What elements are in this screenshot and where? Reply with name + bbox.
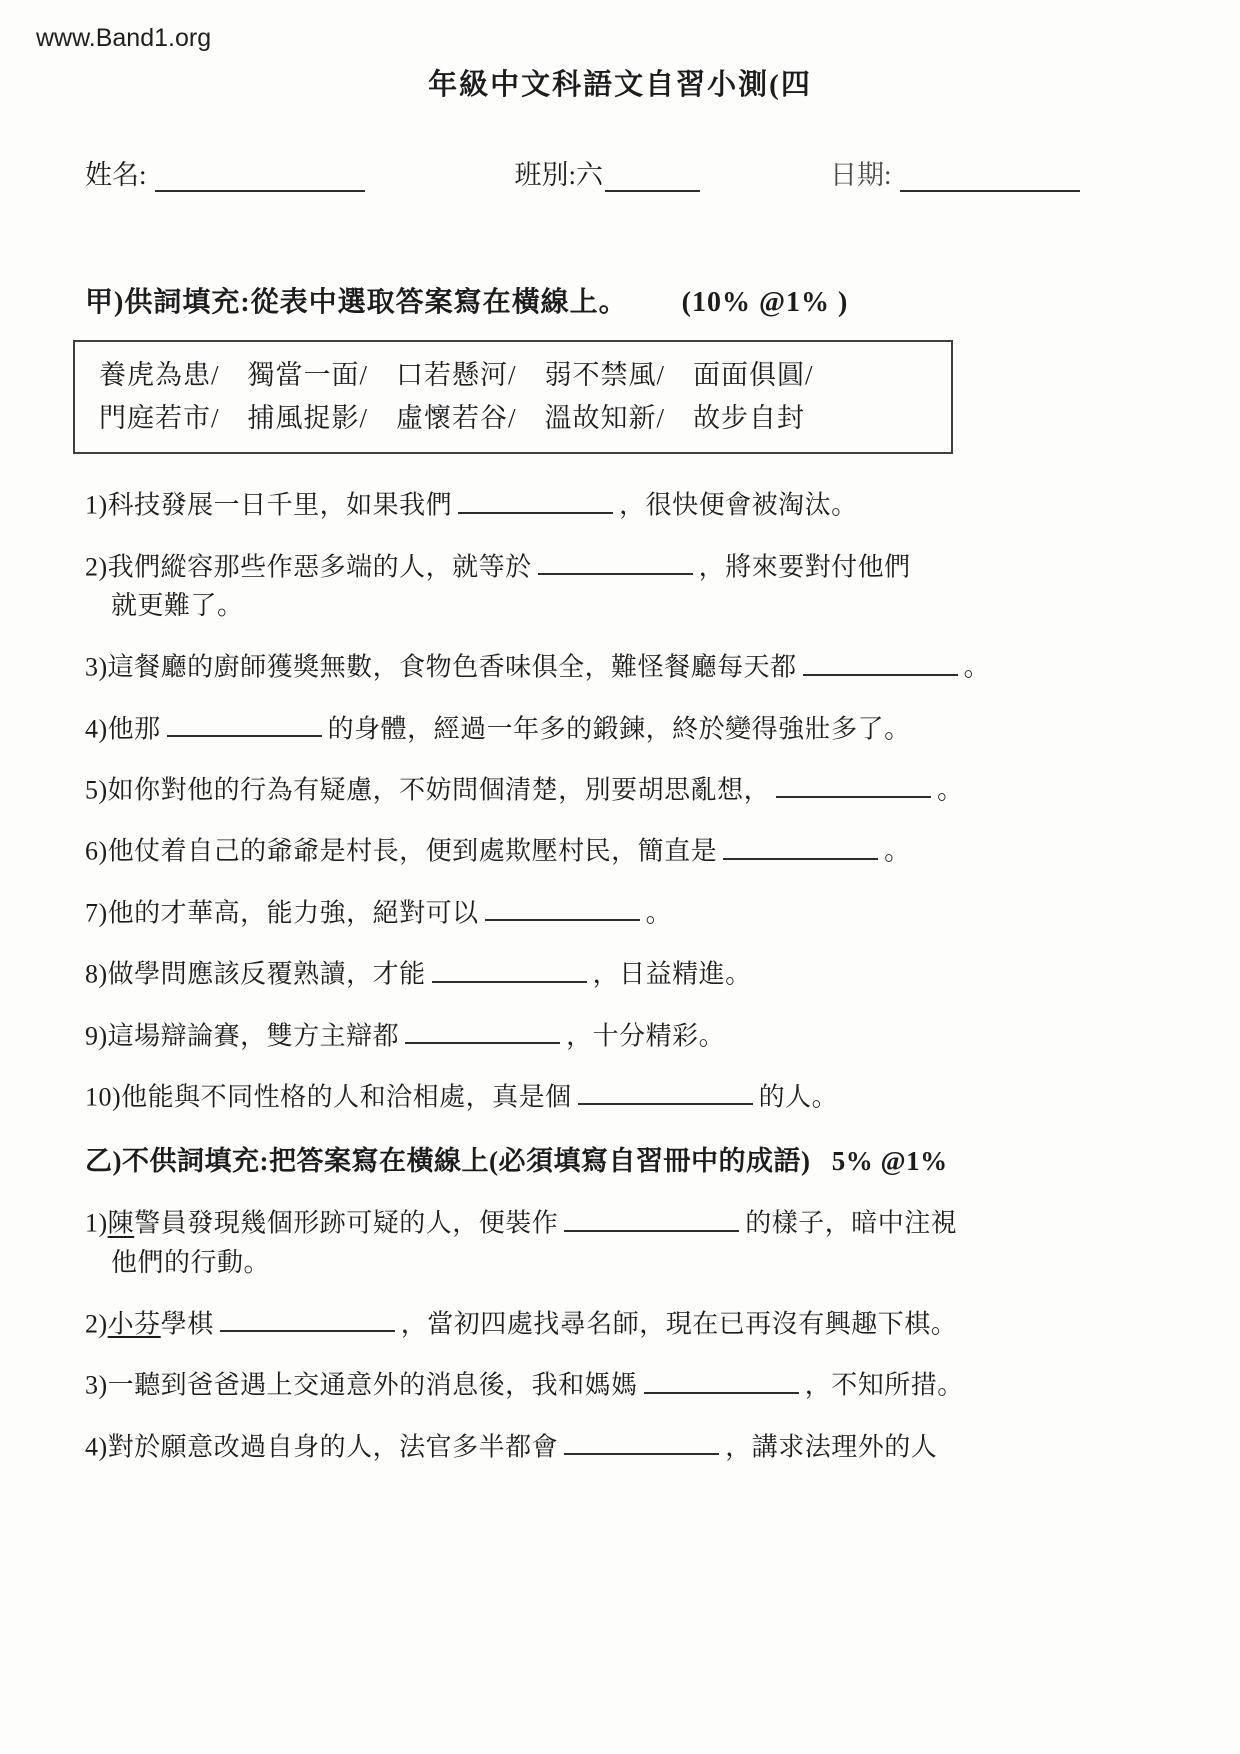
section-a-heading-text: 甲)供詞填充:從表中選取答案寫在橫線上。 (85, 287, 628, 318)
name-blank (155, 164, 365, 192)
question-text: ，十分精彩。 (566, 1020, 726, 1050)
question-number: 4) (85, 1431, 108, 1461)
word-bank-row: 門庭若市/ 捕風捉影/ 虛懷若谷/ 溫故知新/ 故步自封 (99, 403, 806, 434)
answer-blank (578, 1078, 753, 1105)
section-a-heading (85, 280, 1170, 320)
worksheet-body (85, 280, 1170, 1464)
question-text: 的身體，經過一年多的鍛鍊，終於變得強壯多了。 (327, 713, 911, 743)
question-b3 (85, 1366, 1170, 1402)
question-text: 2)我們縱容那些作惡多端的人，就等於 (85, 552, 532, 582)
question-a8 (85, 955, 1170, 991)
answer-blank (564, 1428, 719, 1455)
section-a-questions (85, 486, 1170, 1114)
question-text: 警員發現幾個形跡可疑的人，便裝作 (134, 1208, 559, 1238)
answer-blank (432, 955, 587, 982)
question-text: ，講求法理外的人 (725, 1431, 938, 1461)
underlined-name: 小芬 (107, 1309, 161, 1339)
question-a3 (85, 648, 1170, 684)
underlined-name: 陳 (107, 1208, 135, 1238)
answer-blank (803, 648, 958, 675)
question-text: 。 (645, 898, 673, 928)
name-field (85, 153, 365, 192)
date-field (830, 153, 1080, 192)
section-b-marks: 5% @1% (831, 1146, 948, 1177)
answer-blank (564, 1204, 739, 1231)
question-text: 學棋 (160, 1309, 214, 1339)
question-text: 1)科技發展一日千里，如果我們 (85, 490, 453, 520)
word-bank-box (73, 340, 953, 454)
question-text: 對於願意改過自身的人，法官多半都會 (107, 1431, 559, 1461)
answer-blank (167, 710, 322, 737)
class-label: 班別:六 (514, 160, 604, 190)
question-text: 的人。 (758, 1082, 839, 1112)
question-a4 (85, 710, 1170, 746)
section-b-heading-text: 乙)不供詞填充:把答案寫在橫線上(必須填寫自習冊中的成語) (85, 1146, 811, 1177)
answer-blank (538, 548, 693, 575)
class-field (515, 153, 701, 192)
answer-blank (458, 486, 613, 513)
question-a6 (85, 832, 1170, 868)
question-text: 8)做學問應該反覆熟讀，才能 (85, 959, 426, 989)
question-b4 (85, 1428, 1170, 1464)
name-label: 姓名: (85, 160, 147, 190)
answer-blank (644, 1366, 799, 1393)
question-text: 3)這餐廳的廚師獲獎無數，食物色香味俱全，難怪餐廳每天都 (85, 652, 797, 682)
question-text: 9)這場辯論賽，雙方主辯都 (85, 1020, 400, 1050)
question-text: ，日益精進。 (592, 959, 752, 989)
question-b1 (85, 1204, 1170, 1279)
answer-blank (723, 832, 878, 859)
question-text: 。 (937, 775, 964, 805)
class-blank (605, 164, 700, 192)
question-text: 10)他能與不同性格的人和洽相處，真是個 (85, 1082, 572, 1112)
question-a9 (85, 1017, 1170, 1053)
section-a-marks: (10% @1% ) (681, 287, 849, 318)
question-text: ，將來要對付他們 (698, 552, 911, 582)
question-number: 1) (85, 1208, 108, 1238)
question-text: 7)他的才華高，能力強，絕對可以 (85, 898, 479, 928)
question-text: 他們的行動。 (111, 1247, 271, 1277)
header-form-row (85, 153, 1240, 192)
date-blank (900, 164, 1080, 192)
answer-blank (485, 894, 640, 921)
question-number: 2) (85, 1309, 108, 1339)
section-b-questions (85, 1204, 1170, 1464)
question-a7 (85, 894, 1170, 930)
question-text: 的樣子，暗中注視 (745, 1208, 958, 1238)
question-b2 (85, 1305, 1170, 1341)
question-text: 4)他那 (85, 713, 161, 743)
word-bank-row: 養虎為患/ 獨當一面/ 口若懸河/ 弱不禁風/ 面面俱圓/ (99, 360, 814, 390)
page-title: 年級中文科語文自習小測(四 (428, 69, 812, 101)
question-text: 6)他仗着自己的爺爺是村長，便到處欺壓村民，簡直是 (85, 836, 718, 866)
question-a2 (85, 548, 1170, 623)
question-text: 。 (963, 652, 991, 682)
date-label: 日期: (830, 160, 892, 190)
question-a10 (85, 1078, 1170, 1114)
answer-blank (220, 1305, 395, 1332)
question-text: ，很快便會被淘汰。 (619, 490, 858, 520)
question-text: ，不知所措。 (804, 1370, 964, 1400)
question-a5 (85, 771, 1170, 807)
question-number: 3) (85, 1370, 108, 1400)
watermark-url: www.Band1.org (36, 24, 212, 52)
answer-blank (405, 1017, 560, 1044)
question-text: 5)如你對他的行為有疑慮，不妨問個清楚，別要胡思亂想， (85, 775, 771, 805)
answer-blank (776, 771, 931, 798)
question-text: 一聽到爸爸遇上交通意外的消息後，我和媽媽 (107, 1370, 638, 1400)
question-text: 就更難了。 (111, 591, 244, 621)
section-b-heading (85, 1139, 1170, 1178)
question-text: 。 (884, 836, 911, 866)
question-text: ，當初四處找尋名師，現在已再沒有興趣下棋。 (400, 1309, 958, 1339)
question-a1 (85, 486, 1170, 522)
